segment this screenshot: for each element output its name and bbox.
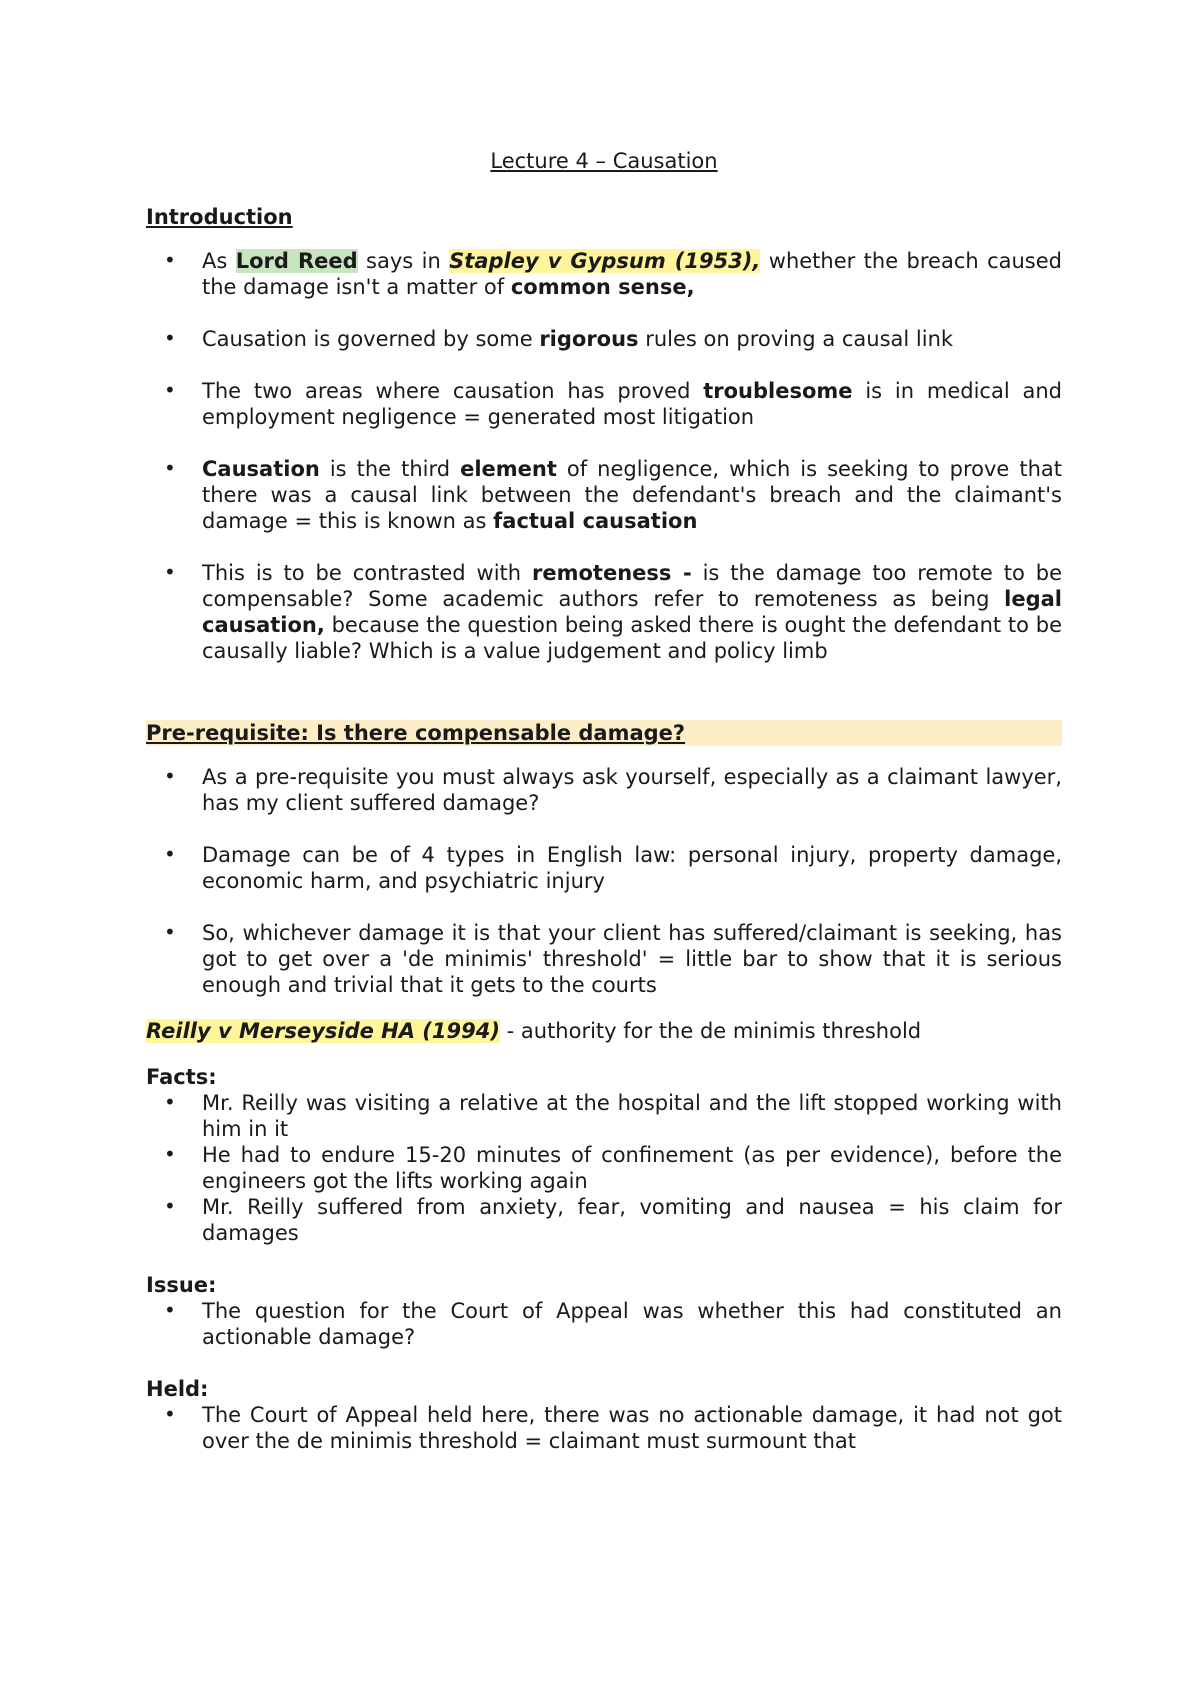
list-item: • Mr. Reilly suffered from anxiety, fear, vomiting and nausea = his claim for damages bbox=[164, 1194, 1062, 1245]
prereq-bullet-list bbox=[146, 764, 1062, 998]
issue-list bbox=[146, 1298, 1062, 1350]
bullet-icon: • bbox=[164, 456, 176, 480]
bullet-icon: • bbox=[164, 326, 176, 350]
bullet-icon: • bbox=[164, 248, 176, 272]
list-item: • Causation is governed by some rigorous rules on proving a causal link bbox=[164, 326, 954, 351]
held-block bbox=[146, 1376, 1062, 1454]
list-item: • As a pre-requisite you must always ask yourself, especially as a claimant lawyer, has my client suffered damage? bbox=[164, 764, 1062, 815]
bullet-icon: • bbox=[164, 1142, 176, 1166]
list-item: • So, whichever damage it is that your client has suffered/claimant is seeking, has got to get over a 'de minimis' threshold' = little bar to show that it is serious enough and trivial that it gets to the courts bbox=[164, 920, 1062, 997]
list-item: • The Court of Appeal held here, there was no actionable damage, it had not got over the de minimis threshold = claimant must surmount that bbox=[164, 1402, 1062, 1453]
facts-list bbox=[146, 1090, 1062, 1246]
held-label: Held: bbox=[146, 1377, 209, 1401]
bullet-icon: • bbox=[164, 560, 176, 584]
bullet-icon: • bbox=[164, 1090, 176, 1114]
bullet-icon: • bbox=[164, 378, 176, 402]
bullet-icon: • bbox=[164, 764, 176, 788]
bullet-icon: • bbox=[164, 920, 176, 944]
list-item: • He had to endure 15-20 minutes of confinement (as per evidence), before the engineers got the lifts working again bbox=[164, 1142, 1062, 1193]
case-citation: Stapley v Gypsum (1953), bbox=[449, 249, 761, 273]
page-title: Lecture 4 – Causation bbox=[490, 149, 718, 173]
document-page bbox=[146, 148, 1062, 1480]
bullet-icon: • bbox=[164, 842, 176, 866]
issue-block bbox=[146, 1272, 1062, 1350]
list-item: • As Lord Reed says in Stapley v Gypsum (1953), whether the breach caused the damage isn't a matter of common sense, bbox=[164, 248, 1062, 299]
section-heading-introduction: Introduction bbox=[146, 205, 293, 229]
highlight-lord-reed: Lord Reed bbox=[235, 249, 358, 273]
issue-label: Issue: bbox=[146, 1273, 217, 1297]
facts-block bbox=[146, 1064, 1062, 1246]
held-list bbox=[146, 1402, 1062, 1454]
intro-bullet-list bbox=[146, 248, 1062, 664]
facts-label: Facts: bbox=[146, 1065, 217, 1089]
case-citation: Reilly v Merseyside HA (1994) bbox=[146, 1019, 500, 1043]
list-item: • Damage can be of 4 types in English law: personal injury, property damage, economic harm, and psychiatric injury bbox=[164, 842, 1062, 893]
bullet-icon: • bbox=[164, 1298, 176, 1322]
section-heading-prerequisite: Pre-requisite: Is there compensable damage? bbox=[146, 720, 1062, 746]
case-heading-reilly: Reilly v Merseyside HA (1994) - authority for the de minimis threshold bbox=[146, 1019, 922, 1043]
bullet-icon: • bbox=[164, 1194, 176, 1218]
list-item: • This is to be contrasted with remoteness - is the damage too remote to be compensable? Some academic authors refer to remoteness as being legal causation, because the question being asked there is ought the defendant to be causally liable? Which is a value judgement and policy limb bbox=[164, 560, 1062, 663]
list-item: • The question for the Court of Appeal was whether this had constituted an actionable damage? bbox=[164, 1298, 1062, 1349]
list-item: • The two areas where causation has proved troublesome is in medical and employment negligence = generated most litigation bbox=[164, 378, 1063, 429]
bullet-icon: • bbox=[164, 1402, 176, 1426]
list-item: • Mr. Reilly was visiting a relative at the hospital and the lift stopped working with him in it bbox=[164, 1090, 1062, 1141]
list-item: • Causation is the third element of negligence, which is seeking to prove that there was a causal link between the defendant's breach and the claimant's damage = this is known as factual causation bbox=[164, 456, 1062, 533]
